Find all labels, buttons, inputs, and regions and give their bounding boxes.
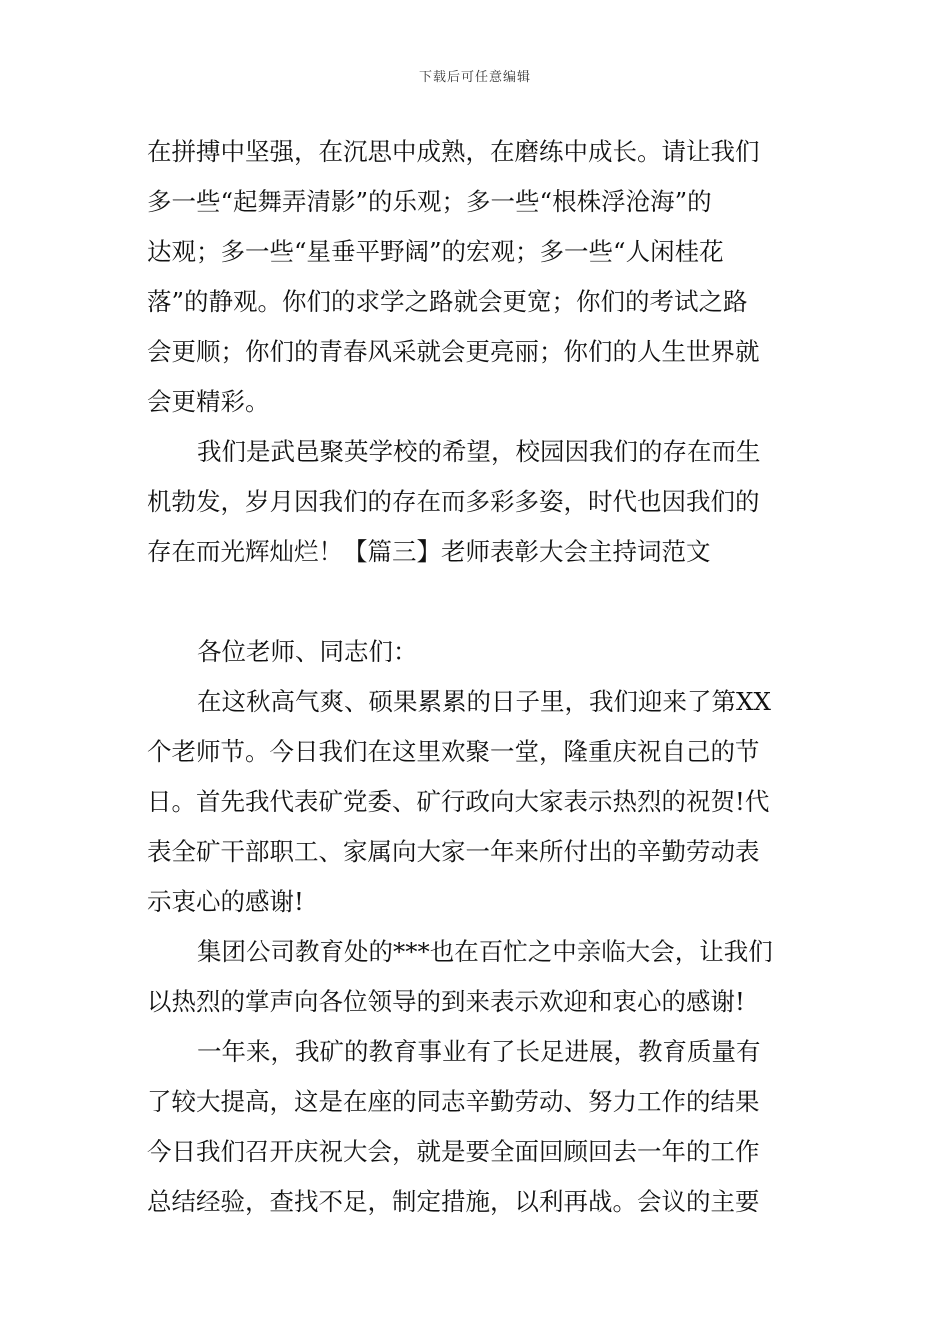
text-line: 表全矿干部职工、家属向大家一年来所付出的辛勤劳动表 (147, 837, 760, 866)
text-line: 日。首先我代表矿党委、矿行政向大家表示热烈的祝贺!代 (147, 787, 770, 816)
text-line: 个老师节。今日我们在这里欢聚一堂，隆重庆祝自己的节 (147, 737, 760, 766)
paragraph-start-line: 集团公司教育处的***也在百忙之中亲临大会，让我们 (197, 937, 773, 966)
text-line: 了较大提高，这是在座的同志辛勤劳动、努力工作的结果 (147, 1087, 760, 1116)
text-line: 达观；多一些“星垂平野阔”的宏观；多一些“人闲桂花 (147, 237, 724, 266)
page-header: 下载后可任意编辑 (418, 70, 531, 85)
text-line: 总结经验，查找不足，制定措施，以利再战。会议的主要 (147, 1187, 760, 1216)
text-line: 落”的静观。你们的求学之路就会更宽；你们的考试之路 (147, 287, 748, 316)
paragraph-start-line: 我们是武邑聚英学校的希望，校园因我们的存在而生 (197, 437, 761, 466)
blank-line (147, 577, 807, 627)
text-line: 机勃发，岁月因我们的存在而多彩多姿，时代也因我们的 (147, 487, 760, 516)
text-line: 会更精彩。 (147, 387, 270, 416)
document-body (147, 127, 807, 1227)
text-line: 示衷心的感谢! (147, 887, 304, 916)
text-line: 存在而光辉灿烂！【篇三】老师表彰大会主持词范文 (147, 537, 711, 566)
paragraph-start-line: 一年来，我矿的教育事业有了长足进展，教育质量有 (197, 1037, 761, 1066)
text-line: 在拼搏中坚强，在沉思中成熟，在磨练中成长。请让我们 (147, 137, 760, 166)
text-line: 今日我们召开庆祝大会，就是要全面回顾回去一年的工作 (147, 1137, 760, 1166)
text-line: 会更顺；你们的青春风采就会更亮丽；你们的人生世界就 (147, 337, 760, 366)
text-line: 以热烈的掌声向各位领导的到来表示欢迎和衷心的感谢! (147, 987, 745, 1016)
paragraph-start-line: 在这秋高气爽、硕果累累的日子里，我们迎来了第XX (197, 687, 771, 716)
salutation-line: 各位老师、同志们： (197, 637, 418, 666)
text-line: 多一些“起舞弄清影”的乐观；多一些“根株浮沧海”的 (147, 187, 712, 216)
